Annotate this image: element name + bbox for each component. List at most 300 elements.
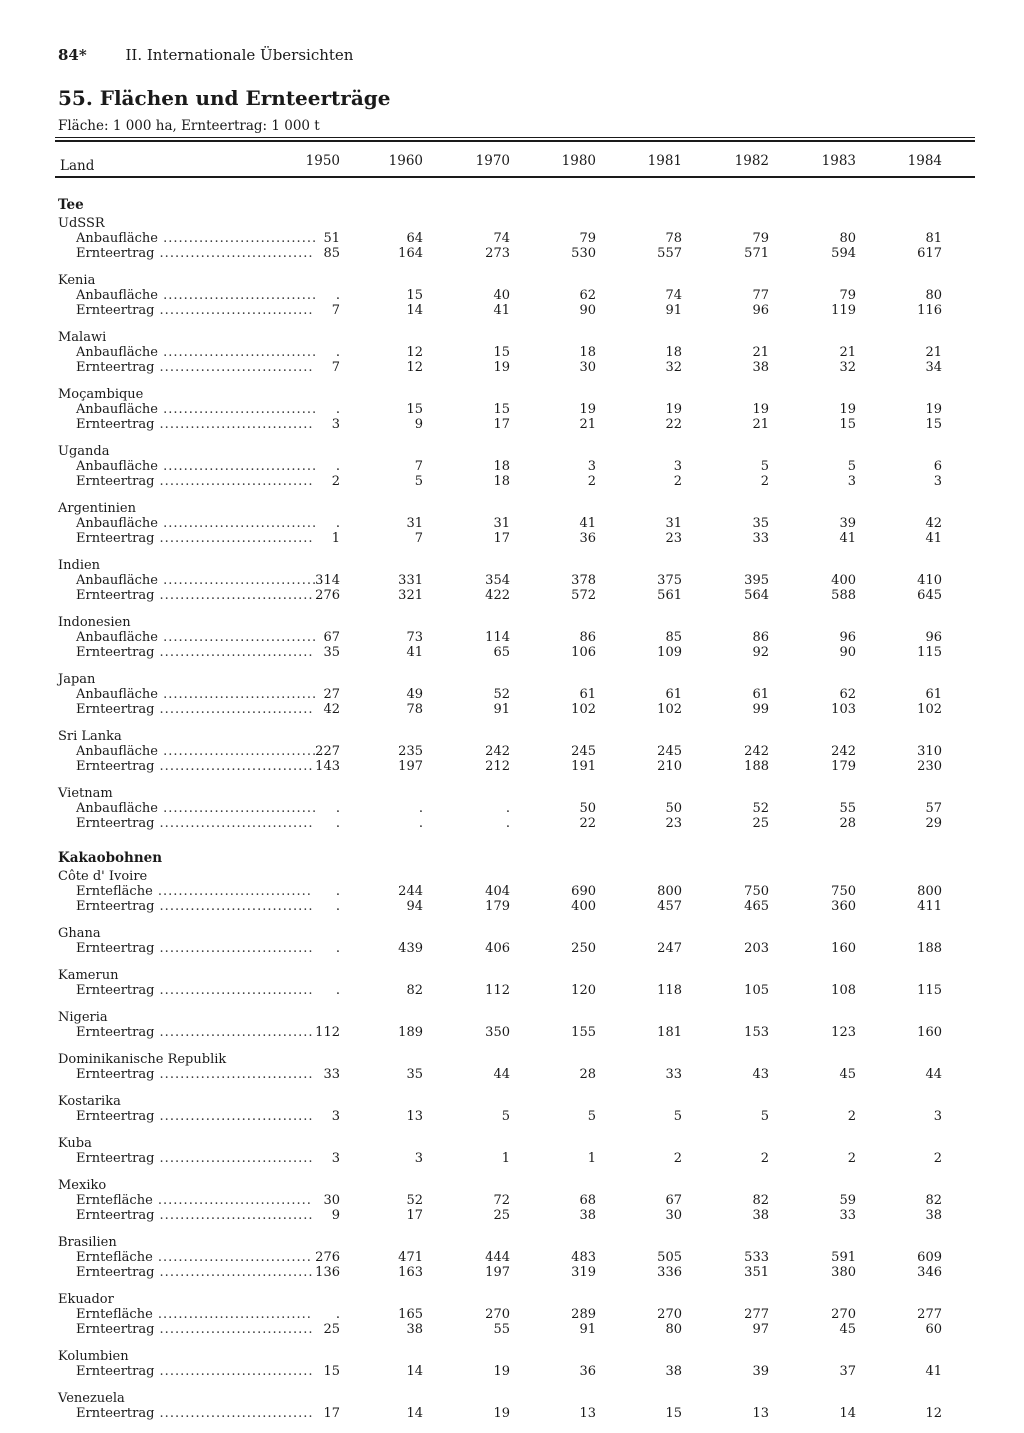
metric-label-text: Anbaufläche [76,459,158,474]
value-cell: 444 [485,1250,510,1265]
value-cell: 78 [665,231,682,246]
value-cell: 15 [925,417,942,432]
country-name: UdSSR [58,216,105,231]
value-cell: 19 [925,402,942,417]
leader-dots: .............................. [152,1250,312,1265]
value-cell: 123 [831,1025,856,1040]
leader-dots: .............................. [154,1067,314,1082]
metric-label [76,360,314,375]
value-cell: 39 [752,1364,769,1379]
value-cell: 9 [414,417,423,432]
value-cell: 18 [579,345,596,360]
leader-dots: .............................. [154,759,314,774]
value-cell: 591 [831,1250,856,1265]
value-cell: 165 [398,1307,423,1322]
value-cell: 85 [323,246,340,261]
metric-label [76,573,318,588]
value-cell: 12 [925,1406,942,1421]
value-cell: 400 [831,573,856,588]
value-cell: 33 [839,1208,856,1223]
value-cell: 39 [839,516,856,531]
value-cell: 319 [571,1265,596,1280]
metric-label-text: Ernteertrag [76,246,155,261]
value-cell: 289 [571,1307,596,1322]
leader-dots: .............................. [157,288,318,303]
value-cell: 12 [406,360,423,375]
value-cell: 65 [493,645,510,660]
value-cell: 360 [831,899,856,914]
value-cell: . [418,801,423,816]
metric-label [76,588,314,603]
leader-dots: .............................. [154,417,314,432]
value-cell: . [335,402,340,417]
value-cell: 112 [315,1025,340,1040]
value-cell: 270 [485,1307,510,1322]
value-cell: 38 [579,1208,596,1223]
value-cell: 3 [587,459,596,474]
metric-row [58,402,976,417]
value-cell: 96 [925,630,942,645]
value-cell: . [335,899,340,914]
metric-row [58,744,976,759]
value-cell: 5 [847,459,856,474]
value-cell: 800 [657,884,682,899]
table-row [58,1094,976,1136]
value-cell: 82 [752,1193,769,1208]
value-cell: 112 [485,983,510,998]
value-cell: 13 [406,1109,423,1124]
value-cell: 17 [406,1208,423,1223]
value-cell: 79 [579,231,596,246]
value-cell: 31 [665,516,682,531]
top-rule [55,137,975,138]
country-name: Kamerun [58,968,119,983]
value-cell: 21 [752,417,769,432]
value-cell: 97 [752,1322,769,1337]
value-cell: 1 [331,531,340,546]
value-cell: 533 [744,1250,769,1265]
value-cell: 19 [493,1364,510,1379]
value-cell: 59 [839,1193,856,1208]
leader-dots: .............................. [157,402,318,417]
metric-label-text: Erntefläche [76,884,153,899]
metric-label-text: Ernteertrag [76,531,155,546]
metric-row [58,1151,976,1166]
value-cell: 31 [406,516,423,531]
country-name: Côte d' Ivoire [58,869,148,884]
value-cell: 2 [847,1151,856,1166]
value-cell: 242 [831,744,856,759]
leader-dots: .............................. [154,816,314,831]
metric-label [76,1322,314,1337]
value-cell: 41 [493,303,510,318]
metric-label [76,231,318,246]
metric-label-text: Ernteertrag [76,360,155,375]
value-cell: 73 [406,630,423,645]
value-cell: 55 [493,1322,510,1337]
metric-label-text: Ernteertrag [76,1025,155,1040]
value-cell: 115 [917,645,942,660]
value-cell: 189 [398,1025,423,1040]
metric-label [76,1406,314,1421]
metric-label [76,645,314,660]
value-cell: 245 [657,744,682,759]
table-row [58,1235,976,1292]
value-cell: . [335,459,340,474]
value-cell: 18 [493,474,510,489]
value-cell: 800 [917,884,942,899]
value-cell: 7 [414,531,423,546]
metric-row [58,687,976,702]
value-cell: 203 [744,941,769,956]
column-header-row [58,150,976,174]
metric-label-text: Erntefläche [76,1250,153,1265]
metric-label [76,687,318,702]
value-cell: 38 [925,1208,942,1223]
value-cell: 645 [917,588,942,603]
table-row [58,444,976,501]
value-cell: 44 [925,1067,942,1082]
metric-row [58,1109,976,1124]
header-rule [55,176,975,178]
value-cell: 136 [315,1265,340,1280]
value-cell: 41 [925,1364,942,1379]
metric-label-text: Anbaufläche [76,630,158,645]
value-cell: 35 [406,1067,423,1082]
value-cell: 15 [406,288,423,303]
metric-row [58,941,976,956]
table-row [58,786,976,843]
value-cell: 400 [571,899,596,914]
leader-dots: .............................. [154,702,314,717]
top-rule-thick [55,140,975,142]
value-cell: 5 [587,1109,596,1124]
value-cell: 25 [752,816,769,831]
metric-label [76,1208,314,1223]
value-cell: 572 [571,588,596,603]
value-cell: 119 [831,303,856,318]
value-cell: 109 [657,645,682,660]
value-cell: 38 [406,1322,423,1337]
value-cell: 2 [847,1109,856,1124]
country-name: Dominikanische Republik [58,1052,227,1067]
metric-label [76,884,312,899]
metric-row [58,702,976,717]
value-cell: 5 [501,1109,510,1124]
leader-dots: .............................. [154,645,314,660]
value-cell: 38 [665,1364,682,1379]
metric-row [58,1208,976,1223]
value-cell: 188 [917,941,942,956]
metric-label [76,1067,314,1082]
metric-row [58,1322,976,1337]
value-cell: 61 [579,687,596,702]
table-row [58,1178,976,1235]
metric-label-text: Ernteertrag [76,1406,155,1421]
value-cell: 2 [760,474,769,489]
value-cell: 3 [933,474,942,489]
value-cell: 465 [744,899,769,914]
value-cell: 314 [315,573,340,588]
value-cell: 25 [323,1322,340,1337]
value-cell: 108 [831,983,856,998]
country-name: Kuba [58,1136,92,1151]
value-cell: 15 [665,1406,682,1421]
value-cell: 41 [925,531,942,546]
metric-label-text: Ernteertrag [76,1364,155,1379]
metric-label-text: Ernteertrag [76,702,155,717]
section-heading: Tee [58,197,84,213]
value-cell: 250 [571,941,596,956]
metric-label [76,1364,314,1379]
value-cell: 197 [398,759,423,774]
column-header-year: 1980 [561,153,596,169]
value-cell: 5 [673,1109,682,1124]
value-cell: 564 [744,588,769,603]
leader-dots: .............................. [154,303,314,318]
table-row [58,216,976,273]
metric-label [76,402,318,417]
leader-dots: .............................. [152,1193,312,1208]
value-cell: 21 [925,345,942,360]
chapter-title: II. Internationale Übersichten [125,46,354,64]
value-cell: 36 [579,1364,596,1379]
value-cell: 74 [665,288,682,303]
metric-row [58,360,976,375]
metric-label-text: Ernteertrag [76,1109,155,1124]
country-name: Indien [58,558,101,573]
table-body [58,196,976,1433]
value-cell: 5 [760,459,769,474]
value-cell: 36 [579,531,596,546]
value-cell: 270 [831,1307,856,1322]
metric-row [58,345,976,360]
value-cell: 404 [485,884,510,899]
metric-row [58,899,976,914]
leader-dots: .............................. [154,1109,314,1124]
value-cell: 50 [579,801,596,816]
country-name: Ekuador [58,1292,114,1307]
value-cell: 34 [925,360,942,375]
column-header-year: 1983 [821,153,856,169]
value-cell: 22 [579,816,596,831]
metric-row [58,531,976,546]
metric-row [58,645,976,660]
metric-label [76,1193,312,1208]
value-cell: 102 [571,702,596,717]
metric-label-text: Anbaufläche [76,744,158,759]
value-cell: 2 [673,1151,682,1166]
value-cell: 103 [831,702,856,717]
value-cell: 22 [665,417,682,432]
value-cell: 17 [493,531,510,546]
metric-label-text: Ernteertrag [76,1208,155,1223]
country-name: Kenia [58,273,96,288]
value-cell: 120 [571,983,596,998]
metric-label-text: Ernteertrag [76,417,155,432]
metric-label-text: Ernteertrag [76,588,155,603]
value-cell: 457 [657,899,682,914]
value-cell: 55 [839,801,856,816]
metric-row [58,474,976,489]
value-cell: 29 [925,816,942,831]
metric-label-text: Anbaufläche [76,231,158,246]
value-cell: 247 [657,941,682,956]
country-name: Uganda [58,444,110,459]
value-cell: 375 [657,573,682,588]
value-cell: 42 [323,702,340,717]
value-cell: 50 [665,801,682,816]
leader-dots: .............................. [157,687,318,702]
value-cell: 68 [579,1193,596,1208]
leader-dots: .............................. [154,941,314,956]
metric-label [76,1109,314,1124]
value-cell: 188 [744,759,769,774]
value-cell: 91 [493,702,510,717]
metric-row [58,417,976,432]
value-cell: 378 [571,573,596,588]
value-cell: 30 [579,360,596,375]
column-header-year: 1984 [907,153,942,169]
table-row [58,501,976,558]
page-number: 84* [58,46,87,64]
metric-row [58,1307,976,1322]
value-cell: . [335,816,340,831]
metric-label [76,1250,312,1265]
value-cell: 571 [744,246,769,261]
value-cell: 561 [657,588,682,603]
value-cell: 82 [925,1193,942,1208]
value-cell: 21 [579,417,596,432]
value-cell: 5 [760,1109,769,1124]
value-cell: 15 [323,1364,340,1379]
column-header-year: 1950 [305,153,340,169]
value-cell: 41 [579,516,596,531]
value-cell: 40 [493,288,510,303]
value-cell: 411 [917,899,942,914]
value-cell: 276 [315,1250,340,1265]
value-cell: 43 [752,1067,769,1082]
value-cell: 37 [839,1364,856,1379]
value-cell: 35 [752,516,769,531]
column-header-year: 1970 [475,153,510,169]
value-cell: 2 [933,1151,942,1166]
value-cell: 78 [406,702,423,717]
table-row [58,869,976,926]
value-cell: 28 [839,816,856,831]
value-cell: 80 [665,1322,682,1337]
value-cell: 336 [657,1265,682,1280]
value-cell: 21 [752,345,769,360]
metric-row [58,1406,976,1421]
value-cell: 227 [315,744,340,759]
value-cell: 32 [839,360,856,375]
leader-dots: .............................. [154,588,314,603]
value-cell: 210 [657,759,682,774]
value-cell: 422 [485,588,510,603]
metric-row [58,1265,976,1280]
country-name: Japan [58,672,96,687]
value-cell: 160 [917,1025,942,1040]
value-cell: 244 [398,884,423,899]
table-row [58,1010,976,1052]
value-cell: 5 [414,474,423,489]
value-cell: 41 [839,531,856,546]
value-cell: 90 [579,303,596,318]
metric-label [76,801,318,816]
value-cell: 57 [925,801,942,816]
value-cell: 6 [933,459,942,474]
metric-label-text: Ernteertrag [76,1067,155,1082]
value-cell: 67 [665,1193,682,1208]
leader-dots: .............................. [154,1025,314,1040]
value-cell: 3 [331,417,340,432]
metric-label [76,246,314,261]
column-header-year: 1982 [734,153,769,169]
leader-dots: .............................. [154,246,314,261]
value-cell: 27 [323,687,340,702]
value-cell: 60 [925,1322,942,1337]
table-row [58,615,976,672]
value-cell: 21 [839,345,856,360]
value-cell: 79 [839,288,856,303]
value-cell: 115 [917,983,942,998]
value-cell: . [335,516,340,531]
value-cell: . [335,941,340,956]
metric-label [76,702,314,717]
metric-label [76,816,314,831]
value-cell: 594 [831,246,856,261]
country-name: Vietnam [58,786,113,801]
value-cell: 2 [331,474,340,489]
metric-label [76,1265,314,1280]
value-cell: 14 [406,1406,423,1421]
value-cell: 3 [331,1109,340,1124]
metric-row [58,1025,976,1040]
value-cell: 15 [839,417,856,432]
value-cell: 12 [406,345,423,360]
value-cell: 32 [665,360,682,375]
value-cell: 155 [571,1025,596,1040]
country-name: Brasilien [58,1235,117,1250]
metric-label-text: Anbaufläche [76,345,158,360]
value-cell: 179 [831,759,856,774]
country-name: Sri Lanka [58,729,122,744]
value-cell: 91 [665,303,682,318]
value-cell: 19 [839,402,856,417]
column-header-land: Land [60,158,95,174]
value-cell: 7 [414,459,423,474]
value-cell: 14 [406,1364,423,1379]
country-name: Moçambique [58,387,144,402]
column-header-year: 1981 [647,153,682,169]
leader-dots: .............................. [157,573,318,588]
metric-row [58,231,976,246]
value-cell: 51 [323,231,340,246]
leader-dots: .............................. [154,1265,314,1280]
country-name: Ghana [58,926,101,941]
value-cell: 153 [744,1025,769,1040]
table-row [58,273,976,330]
metric-row [58,884,976,899]
metric-row [58,816,976,831]
metric-label-text: Ernteertrag [76,1265,155,1280]
value-cell: 410 [917,573,942,588]
metric-row [58,759,976,774]
value-cell: 19 [752,402,769,417]
value-cell: 19 [493,1406,510,1421]
value-cell: 19 [493,360,510,375]
